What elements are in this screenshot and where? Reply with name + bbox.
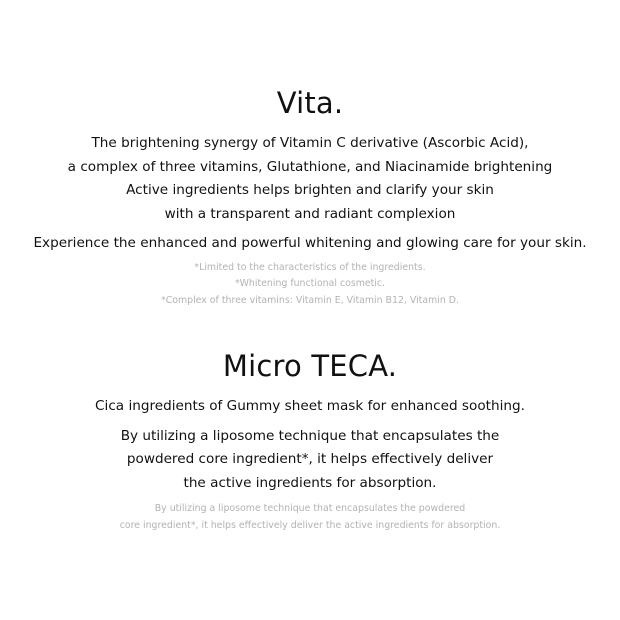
micro-teca-section [0,349,620,534]
micro-teca-footnotes [0,501,620,534]
micro-teca-description-line: powdered core ingredient*, it helps effectively deliver [126,451,494,467]
vita-footnote: *Whitening functional cosmetic. [234,278,386,289]
micro-teca-footnote: core ingredient*, it helps effectively deliver the active ingredients for absorption. [119,519,501,531]
vita-footnote: *Limited to the characteristics of the ingredients. [194,261,426,273]
micro-teca-description-line: By utilizing a liposome technique that encapsulates the [120,427,500,444]
vita-footnotes [0,260,620,310]
vita-description-line: Active ingredients helps brighten and clarify your skin [126,182,494,198]
vita-description-line: The brightening synergy of Vitamin C derivative (Ascorbic Acid), [91,135,529,151]
vita-description-line: a complex of three vitamins, Glutathione, and Niacinamide brightening [67,158,553,175]
micro-teca-footnote: By utilizing a liposome technique that encapsulates the powdered [154,503,466,514]
vita-description-line: with a transparent and radiant complexion [164,205,456,222]
micro-teca-title: Micro TECA. [222,349,398,383]
vita-section [0,86,620,309]
vita-tagline [0,232,620,256]
vita-description [0,132,620,226]
micro-teca-description [0,425,620,496]
vita-title: Vita. [276,86,344,120]
vita-footnote: *Complex of three vitamins: Vitamin E, Vitamin B12, Vitamin D. [161,294,459,306]
micro-teca-intro-line: Cica ingredients of Gummy sheet mask for enhanced soothing. [95,398,525,414]
vita-tagline-line: Experience the enhanced and powerful whitening and glowing care for your skin. [33,235,587,251]
micro-teca-intro [0,395,620,419]
micro-teca-description-line: the active ingredients for absorption. [183,474,437,491]
